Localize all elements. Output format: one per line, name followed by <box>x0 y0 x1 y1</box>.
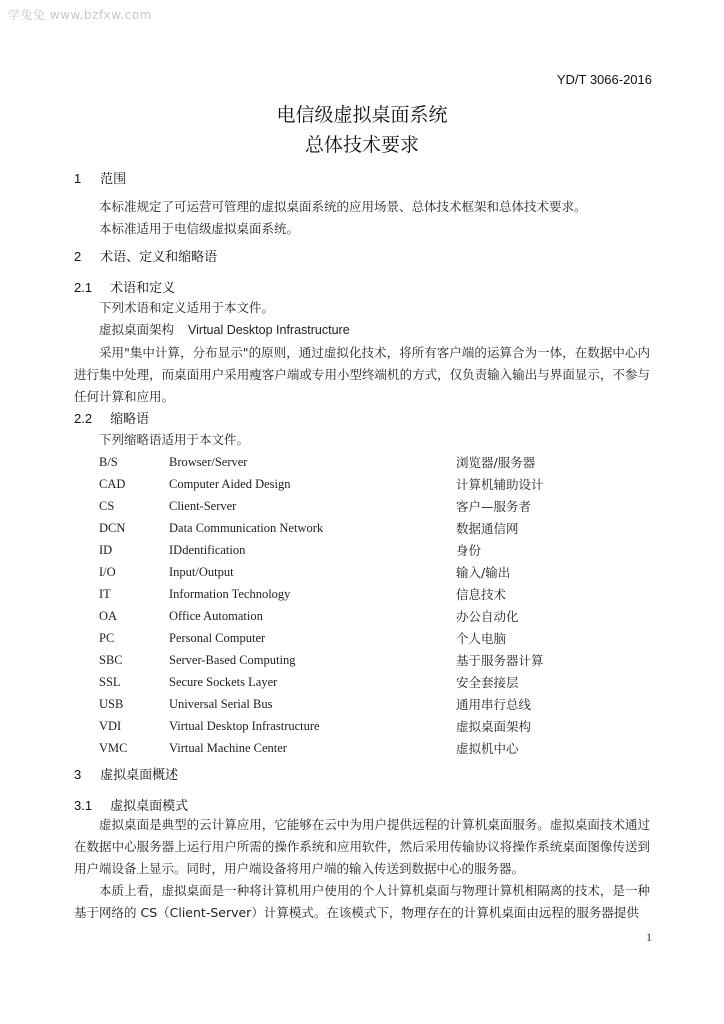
english-term-cell: Information Technology <box>169 586 291 601</box>
table-row <box>99 737 559 759</box>
english-term-cell: Browser/Server <box>169 454 248 469</box>
section-title: 术语、定义和缩略语 <box>100 250 218 265</box>
section-title: 虚拟桌面概述 <box>100 768 179 783</box>
chinese-term-cell: 通用串行总线 <box>456 697 532 712</box>
section-number: 2 <box>74 249 82 264</box>
section-2-2-heading <box>74 408 149 427</box>
abbreviation-cell: PC <box>99 630 115 645</box>
english-term-cell: Universal Serial Bus <box>169 696 273 711</box>
english-term-cell: Client-Server <box>169 498 237 513</box>
section-title: 虚拟桌面模式 <box>110 799 189 814</box>
english-term-cell: Secure Sockets Layer <box>169 674 278 689</box>
section-title: 缩略语 <box>110 412 150 427</box>
english-term-cell: Virtual Desktop Infrastructure <box>169 718 320 733</box>
document-title: 电信级虚拟桌面系统 <box>276 104 448 126</box>
abbreviation-cell: VDI <box>99 718 122 733</box>
table-row <box>99 473 559 495</box>
term-chinese: 虚拟桌面架构 <box>99 322 175 337</box>
chinese-term-cell: 输入/输出 <box>456 565 511 580</box>
overview-paragraph-1: 虚拟桌面是典型的云计算应用，它能够在云中为用户提供远程的计算机桌面服务。虚拟桌面技术通过在数据中心服务器上运行用户所需的操作系统和应用软件，然后采用传输协议将操作系统桌面图像传送到用户端设备上显示。同时，用户端设备将用户端的输入传送到数据中心的服务器。 <box>74 817 650 876</box>
english-term-cell: Input/Output <box>169 564 234 579</box>
abbreviation-cell: SBC <box>99 652 123 667</box>
table-row <box>99 627 559 649</box>
term-english: Virtual Desktop Infrastructure <box>188 323 350 337</box>
abbreviations-intro: 下列缩略语适用于本文件。 <box>99 432 250 447</box>
section-3-heading <box>74 764 178 783</box>
abbreviation-cell: VMC <box>99 740 128 755</box>
table-row <box>99 649 559 671</box>
document-subtitle: 总体技术要求 <box>304 134 419 156</box>
chinese-term-cell: 浏览器/服务器 <box>456 455 536 470</box>
abbreviation-cell: OA <box>99 608 118 623</box>
abbreviation-cell: IT <box>99 586 111 601</box>
table-row <box>99 539 559 561</box>
section-title: 术语和定义 <box>110 281 176 296</box>
watermark: 学兔兔 www.bzfxw.com <box>8 8 152 22</box>
terms-intro: 下列术语和定义适用于本文件。 <box>99 300 275 315</box>
table-row <box>99 451 559 473</box>
chinese-term-cell: 虚拟桌面架构 <box>456 719 532 734</box>
section-number: 3 <box>74 767 82 782</box>
section-2-heading <box>74 246 217 265</box>
english-term-cell: IDdentification <box>169 542 246 557</box>
section-3-1-heading <box>74 795 188 814</box>
table-row <box>99 693 559 715</box>
table-row <box>99 671 559 693</box>
english-term-cell: Virtual Machine Center <box>169 740 287 755</box>
section-number: 2.1 <box>74 280 93 295</box>
abbreviation-cell: DCN <box>99 520 126 535</box>
abbreviation-cell: CAD <box>99 476 126 491</box>
scope-paragraph-1: 本标准规定了可运营可管理的虚拟桌面系统的应用场景、总体技术框架和总体技术要求。 <box>99 199 587 214</box>
table-row <box>99 605 559 627</box>
abbreviation-cell: B/S <box>99 454 118 469</box>
standard-number: YD/T 3066-2016 <box>556 72 652 87</box>
english-term-cell: Office Automation <box>169 608 263 623</box>
abbreviation-cell: I/O <box>99 564 116 579</box>
chinese-term-cell: 计算机辅助设计 <box>456 477 544 492</box>
chinese-term-cell: 身份 <box>456 543 482 558</box>
term-definition: 采用"集中计算，分布显示"的原则，通过虚拟化技术，将所有客户端的运算合为一体，在数据中心内进行集中处理，而桌面用户采用瘦客户端或专用小型终端机的方式，仅负责输入输出与界面显示，不参与任何计算和应用。 <box>74 345 650 404</box>
abbreviation-cell: SSL <box>99 674 121 689</box>
section-2-1-heading <box>74 277 175 296</box>
english-term-cell: Computer Aided Design <box>169 476 291 491</box>
section-title: 范围 <box>100 172 127 187</box>
abbreviation-cell: ID <box>99 542 113 557</box>
english-term-cell: Personal Computer <box>169 630 266 645</box>
chinese-term-cell: 数据通信网 <box>456 521 519 536</box>
term-entry <box>99 320 350 338</box>
english-term-cell: Data Communication Network <box>169 520 324 535</box>
scope-paragraph-2: 本标准适用于电信级虚拟桌面系统。 <box>99 221 300 236</box>
table-row <box>99 517 559 539</box>
table-row <box>99 561 559 583</box>
chinese-term-cell: 办公自动化 <box>456 609 519 624</box>
section-1-heading <box>74 168 126 187</box>
table-row <box>99 715 559 737</box>
english-term-cell: Server-Based Computing <box>169 652 296 667</box>
chinese-term-cell: 虚拟机中心 <box>456 741 519 756</box>
table-row <box>99 583 559 605</box>
section-number: 2.2 <box>74 411 93 426</box>
abbreviations-table <box>99 451 559 759</box>
chinese-term-cell: 个人电脑 <box>456 631 507 646</box>
abbreviation-cell: CS <box>99 498 115 513</box>
abbreviation-cell: USB <box>99 696 124 711</box>
table-row <box>99 495 559 517</box>
chinese-term-cell: 基于服务器计算 <box>456 653 544 668</box>
section-number: 3.1 <box>74 798 93 813</box>
overview-paragraph-2: 本质上看，虚拟桌面是一种将计算机用户使用的个人计算机桌面与物理计算机相隔离的技术，是一种基于网络的 CS（Client-Server）计算模式。在该模式下，物理存在的计算机桌面由远程的服务器提供 <box>74 883 650 920</box>
chinese-term-cell: 客户—服务者 <box>456 499 532 514</box>
section-number: 1 <box>74 171 82 186</box>
chinese-term-cell: 信息技术 <box>456 587 507 602</box>
chinese-term-cell: 安全套接层 <box>456 675 519 690</box>
page-number: 1 <box>646 930 652 944</box>
